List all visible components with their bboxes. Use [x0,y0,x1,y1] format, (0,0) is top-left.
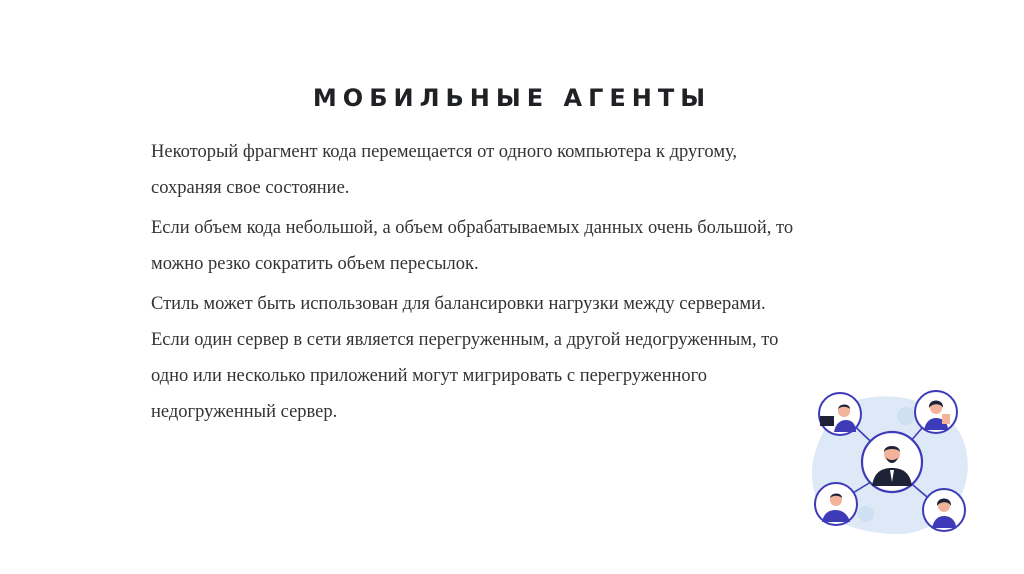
paragraph-line: сохраняя свое состояние. [151,178,350,198]
gear-icon [897,407,915,425]
network-people-icon [806,386,976,538]
paragraph-line: Если объем кода небольшой, а объем обрабатываемых данных очень большой, то [151,218,794,238]
slide-title: МОБИЛЬНЫЕ АГЕНТЫ [312,84,712,112]
paragraph-2 [151,210,911,282]
person-avatar-top-right [915,391,957,433]
paragraph-line: одно или несколько приложений могут мигрировать с перегруженного [151,366,708,386]
person-avatar-bottom-right [923,489,965,531]
paragraph-line: Некоторый фрагмент кода перемещается от одного компьютера к другому, [151,142,738,162]
slide-body [151,134,911,434]
paragraph-1 [151,134,911,206]
paragraph-3 [151,286,911,430]
central-person-avatar [862,432,922,492]
paragraph-line: Если один сервер в сети является перегруженным, а другой недогруженным, то [151,330,779,350]
person-avatar-bottom-left [815,483,857,525]
gear-icon [858,506,874,522]
person-avatar-top-left [819,393,861,435]
paragraph-line: недогруженный сервер. [151,402,338,422]
paragraph-line: Стиль может быть использован для балансировки нагрузки между серверами. [151,294,766,314]
paragraph-line: можно резко сократить объем пересылок. [151,254,479,274]
